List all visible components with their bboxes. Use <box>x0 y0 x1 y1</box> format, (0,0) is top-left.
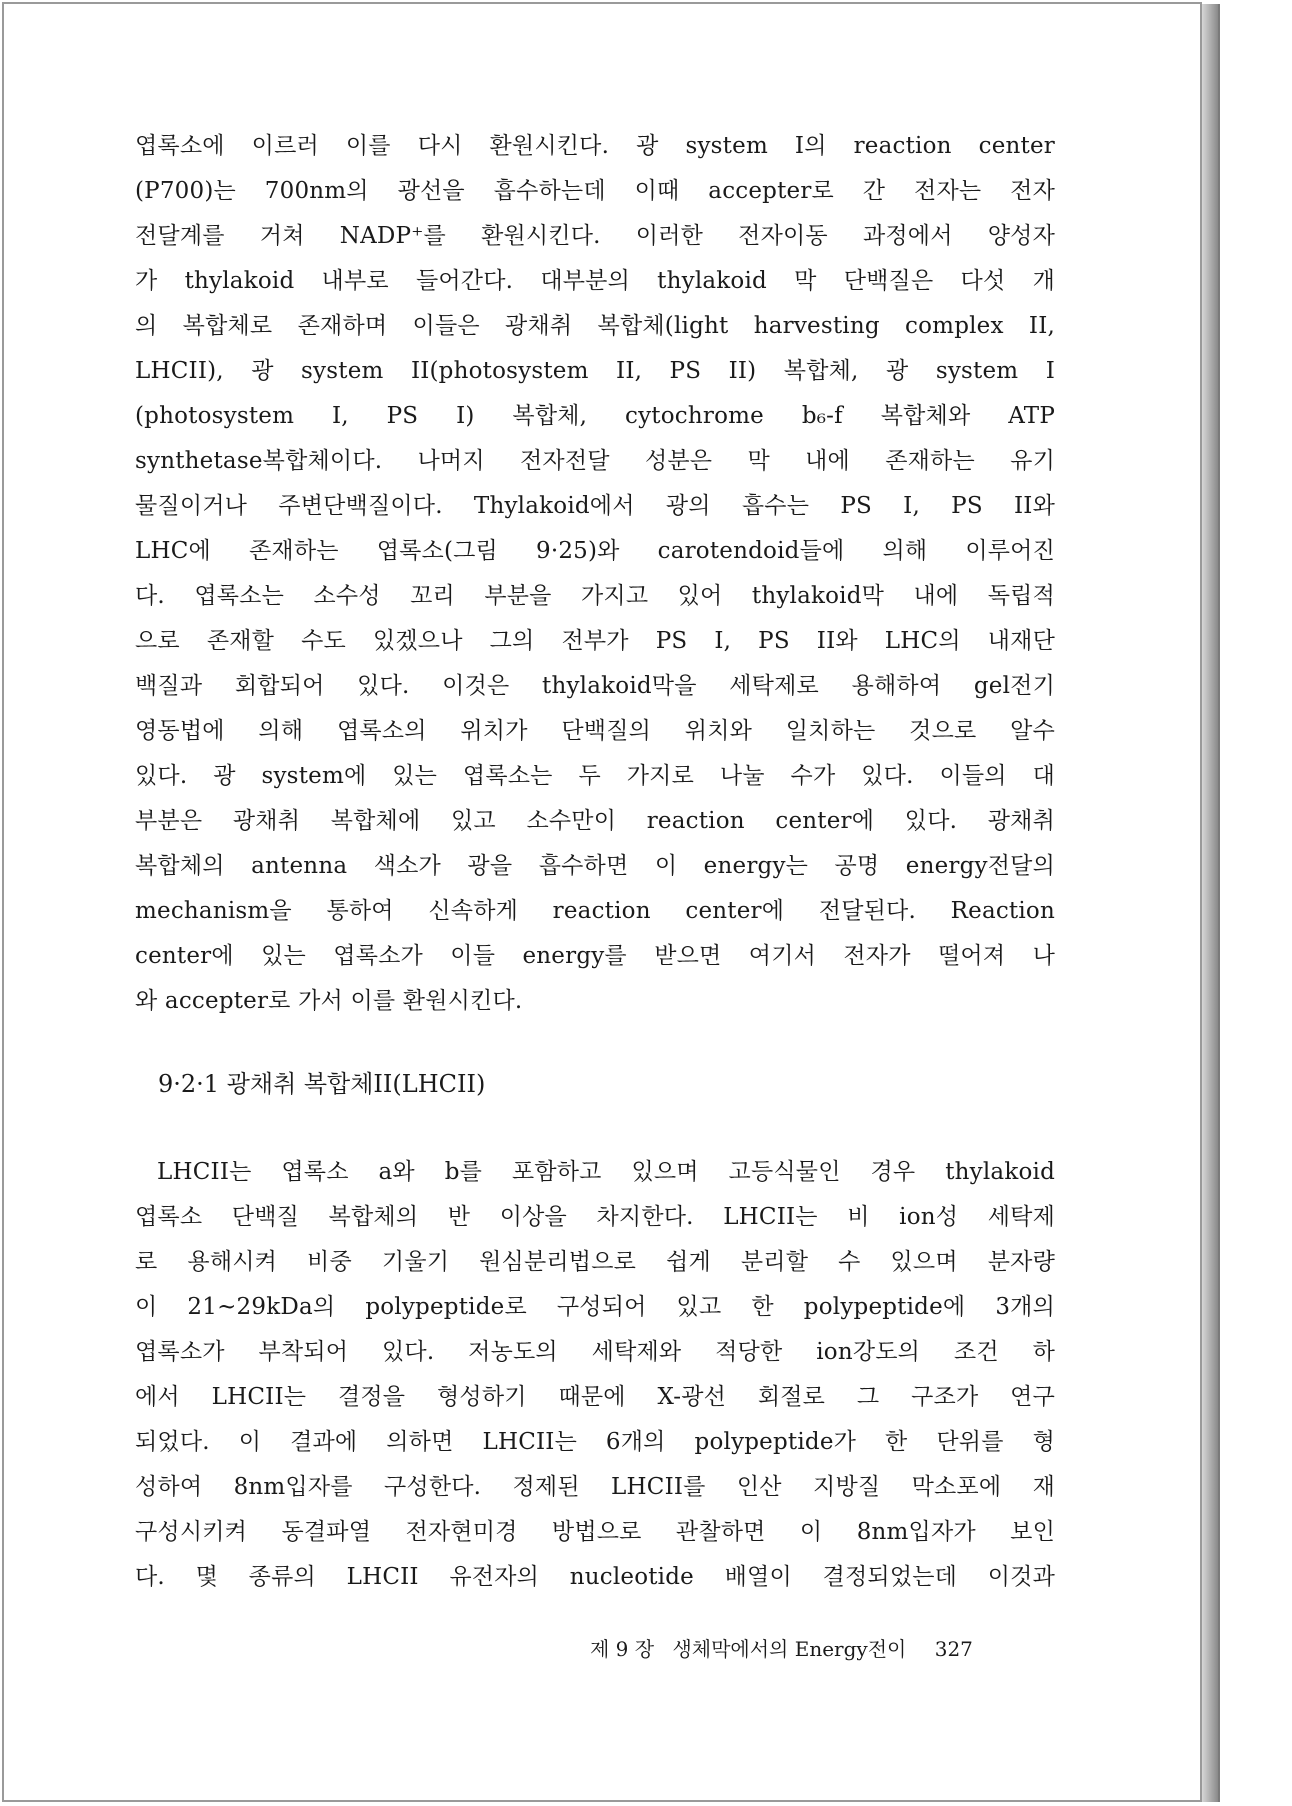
text-line: 엽록소가 부착되어 있다. 저농도의 세탁제와 적당한 ion강도의 조건 하 <box>135 1339 1055 1365</box>
text-line: 영동법에 의해 엽록소의 위치가 단백질의 위치와 일치하는 것으로 알수 <box>135 718 1055 744</box>
text-line: 가 thylakoid 내부로 들어간다. 대부분의 thylakoid 막 단백질은 다섯 개 <box>135 268 1055 294</box>
page-footer <box>590 1633 973 1665</box>
footer-title: 생체막에서의 Energy전이 <box>672 1637 907 1661</box>
text-line: 부분은 광채취 복합체에 있고 소수만이 reaction center에 있다. 광채취 <box>135 808 1055 834</box>
text-line: 으로 존재할 수도 있겠으나 그의 전부가 PS I, PS II와 LHC의 내재단 <box>135 628 1055 654</box>
text-line: 성하여 8nm입자를 구성한다. 정제된 LHCII를 인산 지방질 막소포에 재 <box>135 1474 1055 1500</box>
text-line: 엽록소에 이르러 이를 다시 환원시킨다. 광 system I의 reaction center <box>135 133 1055 159</box>
text-line: (photosystem I, PS I) 복합체, cytochrome b₆-f 복합체와 ATP <box>135 403 1055 429</box>
text-line: 의 복합체로 존재하며 이들은 광채취 복합체(light harvesting complex II, <box>135 313 1055 339</box>
body-paragraph-1 <box>135 124 1055 1024</box>
text-line: center에 있는 엽록소가 이들 energy를 받으면 여기서 전자가 떨어져 나 <box>135 943 1055 969</box>
text-line: 백질과 회합되어 있다. 이것은 thylakoid막을 세탁제로 용해하여 gel전기 <box>135 673 1055 699</box>
text-line: LHCII), 광 system II(photosystem II, PS II) 복합체, 광 system I <box>135 358 1055 384</box>
text-line: (P700)는 700nm의 광선을 흡수하는데 이때 accepter로 간 전자는 전자 <box>135 178 1055 204</box>
text-line: 있다. 광 system에 있는 엽록소는 두 가지로 나눌 수가 있다. 이들의 대 <box>135 763 1055 789</box>
text-line: synthetase복합체이다. 나머지 전자전달 성분은 막 내에 존재하는 유기 <box>135 448 1055 474</box>
text-line: 되었다. 이 결과에 의하면 LHCII는 6개의 polypeptide가 한 단위를 형 <box>135 1429 1055 1455</box>
text-line: 구성시키켜 동결파열 전자현미경 방법으로 관찰하면 이 8nm입자가 보인 <box>135 1519 1055 1545</box>
text-line: 로 용해시켜 비중 기울기 원심분리법으로 쉽게 분리할 수 있으며 분자량 <box>135 1249 1055 1275</box>
body-paragraph-2 <box>135 1150 1055 1600</box>
text-line: mechanism을 통하여 신속하게 reaction center에 전달된다. Reaction <box>135 898 1055 924</box>
page-number: 327 <box>934 1637 973 1661</box>
text-line: 복합체의 antenna 색소가 광을 흡수하면 이 energy는 공명 energy전달의 <box>135 853 1055 879</box>
text-line: 다. 엽록소는 소수성 꼬리 부분을 가지고 있어 thylakoid막 내에 독립적 <box>135 583 1055 609</box>
text-line: 이 21~29kDa의 polypeptide로 구성되어 있고 한 polypeptide에 3개의 <box>135 1294 1055 1320</box>
footer-chapter: 제 9 장 <box>590 1637 655 1661</box>
section-heading: 9·2·1 광채취 복합체II(LHCII) <box>158 1070 486 1098</box>
text-line: 에서 LHCII는 결정을 형성하기 때문에 X-광선 회절로 그 구조가 연구 <box>135 1384 1055 1410</box>
text-line: LHC에 존재하는 엽록소(그림 9·25)와 carotendoid들에 의해 이루어진 <box>135 538 1055 564</box>
text-line: 엽록소 단백질 복합체의 반 이상을 차지한다. LHCII는 비 ion성 세탁제 <box>135 1204 1055 1230</box>
text-line: 물질이거나 주변단백질이다. Thylakoid에서 광의 흡수는 PS I, PS II와 <box>135 493 1055 519</box>
text-line: 전달계를 거쳐 NADP⁺를 환원시킨다. 이러한 전자이동 과정에서 양성자 <box>135 223 1055 249</box>
page-edge-shadow <box>1202 4 1220 1802</box>
text-line: LHCII는 엽록소 a와 b를 포함하고 있으며 고등식물인 경우 thylakoid <box>157 1159 1055 1185</box>
text-line: 다. 몇 종류의 LHCII 유전자의 nucleotide 배열이 결정되었는데 이것과 <box>135 1564 1055 1590</box>
text-line: 와 accepter로 가서 이를 환원시킨다. <box>135 988 523 1014</box>
